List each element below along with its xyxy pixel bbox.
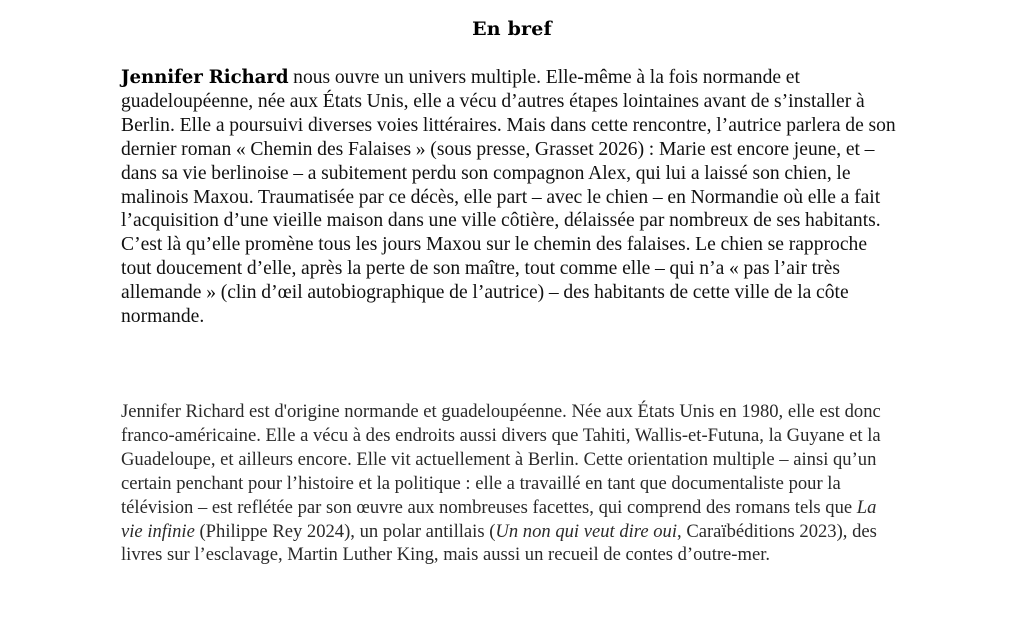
paragraph-introduction-text: nous ouvre un univers multiple. Elle-même à la fois normande et guadeloupéenne, née aux États Unis, elle a vécu d’autres étapes lointaines avant de s’installer à Berlin. Elle a poursuivi diverses voies littéraires. Mais dans cette rencontre, l’autrice parlera de son dernier roman « Chemin des Falaises » (sous presse, Grasset 2026) : Marie est encore jeune, et – dans sa vie berlinoise – a subitement perdu son compagnon Alex, qui lui a laissé son chien, le malinois Maxou. Traumatisée par ce décès, elle part – avec le chien – en Normandie où elle a fait l’acquisition d’une vieille maison dans une ville côtière, délaissée par nombreux de ses habitants. C’est là qu’elle promène tous les jours Maxou sur le chemin des falaises. Le chien se rapproche tout doucement d’elle, après la perte de son maître, tout comme elle – qui n’a « pas l’air très allemande » (clin d’œil autobiographique de l’autrice) – des habitants de cette ville de la côte normande.: [121, 67, 896, 328]
paragraph-biography: [121, 400, 899, 567]
author-name-bold: Jennifer Richard: [121, 67, 289, 88]
book-title-un-non-qui-veut-dire-oui: Un non qui veut dire oui: [495, 520, 678, 542]
biography-segment-three: , Caraïbéditions 2023), des livres sur l’esclavage, Martin Luther King, mais aussi un recueil de contes d’outre-mer.: [121, 520, 877, 566]
biography-segment-one: Jennifer Richard est d'origine normande et guadeloupéenne. Née aux États Unis en 1980, elle est donc franco-américaine. Elle a vécu à des endroits aussi divers que Tahiti, Wallis-et-Futuna, la Guyane et la Guadeloupe, et ailleurs encore. Elle vit actuellement à Berlin. Cette orientation multiple – ainsi qu’un certain penchant pour l’histoire et la politique : elle a travaillé en tant que documentaliste pour la télévision – est reflétée par son œuvre aux nombreuses facettes, qui comprend des romans tels que: [121, 401, 881, 518]
biography-segment-two: (Philippe Rey 2024), un polar antillais (: [194, 520, 496, 542]
book-title-la-vie-infinie: La vie infinie: [121, 496, 877, 542]
page-title: En bref: [472, 18, 552, 40]
paragraph-introduction: [121, 66, 899, 329]
